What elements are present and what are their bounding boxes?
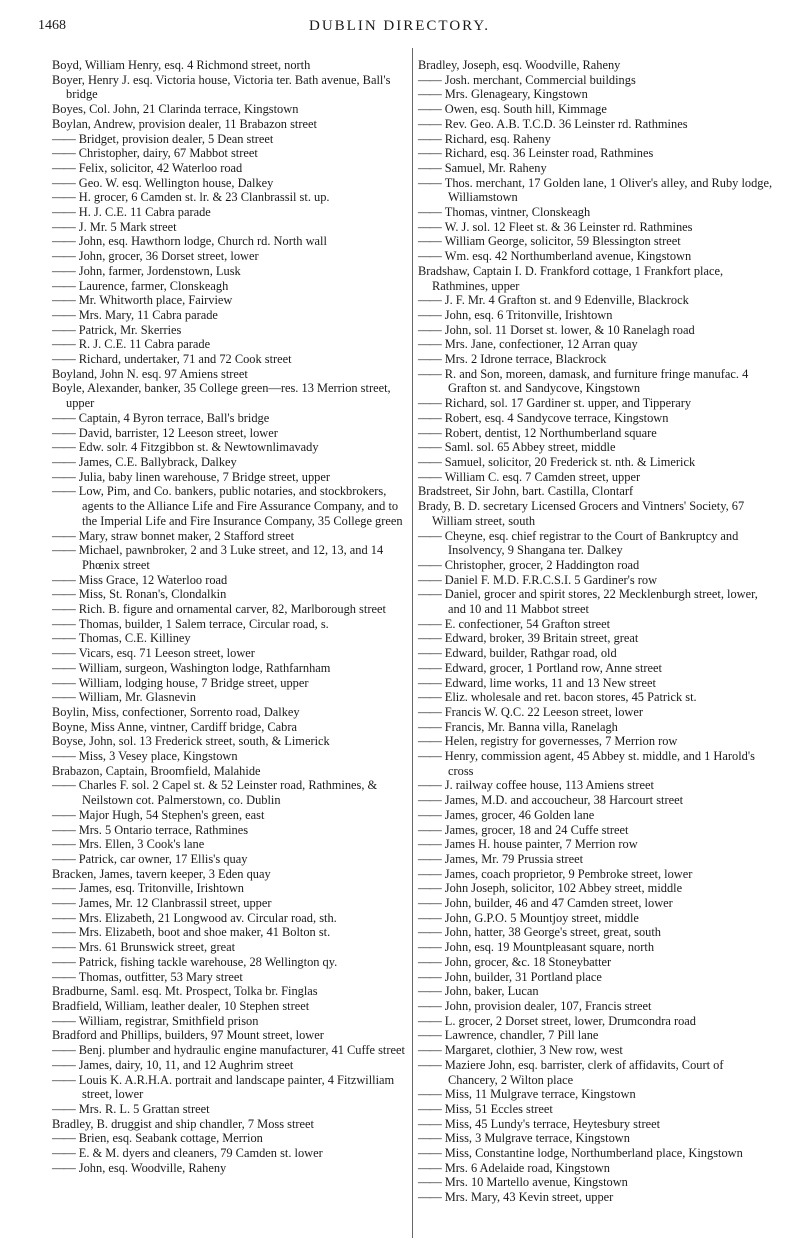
directory-entry bbox=[418, 925, 774, 940]
entry-text: W. J. sol. 12 Fleet st. & 36 Leinster rd. Rathmines bbox=[444, 219, 693, 234]
directory-entry bbox=[418, 705, 774, 720]
directory-entry bbox=[52, 1028, 408, 1043]
entry-text: Wm. esq. 42 Northumberland avenue, Kingstown bbox=[444, 249, 692, 264]
entry-text: Bradfield, William, leather dealer, 10 Stephen street bbox=[52, 999, 310, 1013]
directory-entry bbox=[418, 587, 774, 616]
directory-entry bbox=[52, 1014, 408, 1029]
directory-entry bbox=[52, 661, 408, 676]
directory-entry bbox=[418, 102, 774, 117]
entry-text: James, dairy, 10, 11, and 12 Aughrim street bbox=[78, 1057, 294, 1072]
directory-entry bbox=[418, 617, 774, 632]
entry-text: Thomas, C.E. Killiney bbox=[78, 631, 191, 646]
entry-text: Brady, B. D. secretary Licensed Grocers and Vintners' Society, 67 William street, south bbox=[418, 499, 745, 528]
entry-text: Saml. sol. 65 Abbey street, middle bbox=[444, 440, 616, 455]
directory-entry bbox=[52, 352, 408, 367]
entry-text: Laurence, farmer, Clonskeagh bbox=[78, 278, 229, 293]
directory-entry bbox=[418, 690, 774, 705]
directory-entry bbox=[52, 73, 408, 102]
entry-text: Owen, esq. South hill, Kimmage bbox=[444, 102, 607, 117]
directory-entry bbox=[52, 764, 408, 779]
directory-entry bbox=[418, 249, 774, 264]
directory-entry bbox=[52, 999, 408, 1014]
directory-entry bbox=[52, 573, 408, 588]
entry-text: J. Mr. 5 Mark street bbox=[78, 219, 177, 234]
entry-text: David, barrister, 12 Leeson street, lower bbox=[78, 425, 278, 440]
directory-entry bbox=[418, 1058, 774, 1087]
directory-entry bbox=[52, 308, 408, 323]
entry-text: Major Hugh, 54 Stephen's green, east bbox=[78, 807, 265, 822]
directory-entry bbox=[418, 411, 774, 426]
entry-text: Mrs. Mary, 43 Kevin street, upper bbox=[444, 1190, 614, 1205]
entry-text: Josh. merchant, Commercial buildings bbox=[444, 72, 636, 87]
directory-entry bbox=[52, 529, 408, 544]
directory-entry bbox=[52, 1161, 408, 1176]
entry-text: J. railway coffee house, 113 Amiens street bbox=[444, 778, 654, 793]
directory-entry bbox=[52, 867, 408, 882]
directory-entry bbox=[418, 234, 774, 249]
directory-entry bbox=[52, 808, 408, 823]
directory-entry bbox=[52, 264, 408, 279]
directory-entry bbox=[52, 279, 408, 294]
entry-text: John, G.P.O. 5 Mountjoy street, middle bbox=[444, 910, 639, 925]
entry-text: Mrs. 2 Idrone terrace, Blackrock bbox=[444, 352, 607, 367]
directory-entry bbox=[418, 1117, 774, 1132]
directory-entry bbox=[418, 1043, 774, 1058]
entry-text: E. & M. dyers and cleaners, 79 Camden st. lower bbox=[78, 1146, 323, 1161]
entry-text: Captain, 4 Byron terrace, Ball's bridge bbox=[78, 410, 270, 425]
entry-text: Mary, straw bonnet maker, 2 Stafford street bbox=[78, 528, 295, 543]
directory-entry bbox=[52, 58, 408, 73]
directory-entry bbox=[52, 176, 408, 191]
directory-entry bbox=[418, 293, 774, 308]
entry-text: John Joseph, solicitor, 102 Abbey street, middle bbox=[444, 881, 683, 896]
directory-entry bbox=[52, 146, 408, 161]
entry-text: Bradford and Phillips, builders, 97 Mount street, lower bbox=[52, 1028, 324, 1043]
directory-entry bbox=[418, 970, 774, 985]
directory-entry bbox=[418, 308, 774, 323]
directory-entry bbox=[52, 617, 408, 632]
entry-text: Miss, 51 Eccles street bbox=[444, 1101, 553, 1116]
right-column bbox=[418, 58, 774, 1205]
directory-entry bbox=[52, 587, 408, 602]
entry-text: H. grocer, 6 Camden st. lr. & 23 Clanbrassil st. up. bbox=[78, 190, 330, 205]
directory-entry bbox=[52, 323, 408, 338]
directory-entry bbox=[52, 896, 408, 911]
entry-text: Samuel, solicitor, 20 Frederick st. nth. & Limerick bbox=[444, 454, 696, 469]
entry-text: R. J. C.E. 11 Cabra parade bbox=[78, 337, 211, 352]
entry-text: E. confectioner, 54 Grafton street bbox=[444, 616, 611, 631]
entry-text: Boyer, Henry J. esq. Victoria house, Victoria ter. Bath avenue, Ball's bridge bbox=[52, 72, 391, 102]
entry-text: Patrick, Mr. Skerries bbox=[78, 322, 182, 337]
directory-entry bbox=[418, 352, 774, 367]
entry-text: H. J. C.E. 11 Cabra parade bbox=[78, 205, 211, 220]
entry-text: Boylan, Andrew, provision dealer, 11 Brabazon street bbox=[52, 116, 317, 131]
entry-text: Mrs. 6 Adelaide road, Kingstown bbox=[444, 1160, 610, 1175]
directory-entry bbox=[418, 778, 774, 793]
directory-entry bbox=[418, 573, 774, 588]
directory-entry bbox=[418, 426, 774, 441]
directory-entry bbox=[52, 734, 408, 749]
entry-text: James, Mr. 12 Clanbrassil street, upper bbox=[78, 896, 272, 911]
entry-text: Rev. Geo. A.B. T.C.D. 36 Leinster rd. Rathmines bbox=[444, 116, 688, 131]
directory-entry bbox=[52, 440, 408, 455]
directory-entry bbox=[418, 631, 774, 646]
entry-text: Bradley, Joseph, esq. Woodville, Raheny bbox=[418, 58, 621, 72]
directory-entry bbox=[418, 1146, 774, 1161]
directory-entry bbox=[52, 852, 408, 867]
entry-text: William, registrar, Smithfield prison bbox=[78, 1013, 259, 1028]
entry-text: Miss, Constantine lodge, Northumberland place, Kingstown bbox=[444, 1146, 743, 1161]
directory-entry bbox=[418, 58, 774, 73]
directory-entry bbox=[418, 837, 774, 852]
column-divider bbox=[412, 48, 413, 1238]
entry-text: John, builder, 46 and 47 Camden street, lower bbox=[444, 896, 673, 911]
entry-text: Mrs. R. L. 5 Grattan street bbox=[78, 1101, 210, 1116]
entry-text: Boyland, John N. esq. 97 Amiens street bbox=[52, 366, 248, 381]
entry-text: James, Mr. 79 Prussia street bbox=[444, 851, 584, 866]
directory-entry bbox=[418, 396, 774, 411]
directory-entry bbox=[418, 529, 774, 558]
directory-entry bbox=[418, 176, 774, 205]
entry-text: Patrick, fishing tackle warehouse, 28 Wellington qy. bbox=[78, 954, 338, 969]
directory-entry bbox=[418, 1102, 774, 1117]
entry-text: John, hatter, 38 George's street, great, south bbox=[444, 925, 662, 940]
entry-text: John, builder, 31 Portland place bbox=[444, 969, 602, 984]
entry-text: John, esq. Hawthorn lodge, Church rd. North wall bbox=[78, 234, 327, 249]
directory-entry bbox=[418, 87, 774, 102]
entry-text: John, esq. 6 Tritonville, Irishtown bbox=[444, 307, 613, 322]
directory-entry bbox=[418, 73, 774, 88]
entry-text: Edward, grocer, 1 Portland row, Anne street bbox=[444, 660, 662, 675]
directory-entry bbox=[52, 970, 408, 985]
entry-text: James, C.E. Ballybrack, Dalkey bbox=[78, 454, 237, 469]
entry-text: Geo. W. esq. Wellington house, Dalkey bbox=[78, 175, 274, 190]
entry-text: Bradstreet, Sir John, bart. Castilla, Clontarf bbox=[418, 484, 634, 499]
entry-text: Christopher, dairy, 67 Mabbot street bbox=[78, 146, 258, 161]
entry-text: William, surgeon, Washington lodge, Rathfarnham bbox=[78, 660, 331, 675]
directory-entry bbox=[52, 484, 408, 528]
directory-entry bbox=[418, 1087, 774, 1102]
directory-entry bbox=[52, 955, 408, 970]
entry-text: Miss, 3 Mulgrave terrace, Kingstown bbox=[444, 1131, 630, 1146]
entry-text: James, coach proprietor, 9 Pembroke street, lower bbox=[444, 866, 693, 881]
entry-text: Richard, esq. Raheny bbox=[444, 131, 551, 146]
directory-entry bbox=[52, 940, 408, 955]
directory-entry bbox=[52, 631, 408, 646]
entry-text: William C. esq. 7 Camden street, upper bbox=[444, 469, 641, 484]
left-column bbox=[52, 58, 408, 1175]
entry-text: Boyes, Col. John, 21 Clarinda terrace, Kingstown bbox=[52, 102, 299, 117]
entry-text: Thomas, outfitter, 53 Mary street bbox=[78, 969, 243, 984]
page-number: 1468 bbox=[38, 18, 66, 33]
entry-text: Christopher, grocer, 2 Haddington road bbox=[444, 557, 640, 572]
entry-text: Francis, Mr. Banna villa, Ranelagh bbox=[444, 719, 618, 734]
directory-entry bbox=[418, 1131, 774, 1146]
directory-entry bbox=[52, 823, 408, 838]
entry-text: Edward, builder, Rathgar road, old bbox=[444, 646, 617, 661]
directory-entry bbox=[52, 925, 408, 940]
directory-entry bbox=[418, 337, 774, 352]
directory-entry bbox=[418, 264, 774, 293]
entry-text: Mrs. 61 Brunswick street, great bbox=[78, 940, 236, 955]
entry-text: Miss Grace, 12 Waterloo road bbox=[78, 572, 228, 587]
entry-text: Boyne, Miss Anne, vintner, Cardiff bridge, Cabra bbox=[52, 719, 297, 734]
directory-entry bbox=[52, 102, 408, 117]
directory-entry bbox=[52, 190, 408, 205]
entry-text: William, lodging house, 7 Bridge street, upper bbox=[78, 675, 309, 690]
directory-entry bbox=[52, 1043, 408, 1058]
directory-entry bbox=[52, 1102, 408, 1117]
directory-entry bbox=[52, 337, 408, 352]
entry-text: Patrick, car owner, 17 Ellis's quay bbox=[78, 851, 248, 866]
entry-text: Helen, registry for governesses, 7 Merrion row bbox=[444, 734, 678, 749]
entry-text: Edw. solr. 4 Fitzgibbon st. & Newtownlimavady bbox=[78, 440, 319, 455]
directory-entry bbox=[52, 367, 408, 382]
directory-entry bbox=[418, 896, 774, 911]
directory-entry bbox=[418, 676, 774, 691]
directory-entry bbox=[52, 234, 408, 249]
directory-entry bbox=[52, 646, 408, 661]
entry-text: John, provision dealer, 107, Francis street bbox=[444, 999, 652, 1013]
entry-text: Vicars, esq. 71 Leeson street, lower bbox=[78, 646, 255, 661]
directory-entry bbox=[52, 455, 408, 470]
entry-text: William George, solicitor, 59 Blessington street bbox=[444, 234, 681, 249]
entry-text: John, baker, Lucan bbox=[444, 984, 539, 999]
directory-entry bbox=[52, 249, 408, 264]
directory-entry bbox=[418, 867, 774, 882]
directory-entry bbox=[52, 1146, 408, 1161]
entry-text: James, grocer, 18 and 24 Cuffe street bbox=[444, 822, 629, 837]
directory-entry bbox=[418, 558, 774, 573]
directory-entry bbox=[418, 734, 774, 749]
entry-text: Mrs. Glenageary, Kingstown bbox=[444, 87, 588, 102]
entry-text: Brabazon, Captain, Broomfield, Malahide bbox=[52, 763, 261, 778]
entry-text: Cheyne, esq. chief registrar to the Court of Bankruptcy and Insolvency, 9 Shangana ter. Dalkey bbox=[444, 528, 739, 558]
entry-text: Brien, esq. Seabank cottage, Merrion bbox=[78, 1131, 263, 1146]
directory-entry bbox=[52, 984, 408, 999]
entry-text: Mrs. Elizabeth, 21 Longwood av. Circular road, sth. bbox=[78, 910, 337, 925]
directory-entry bbox=[52, 749, 408, 764]
directory-entry bbox=[52, 720, 408, 735]
directory-entry bbox=[52, 470, 408, 485]
directory-entry bbox=[52, 881, 408, 896]
entry-text: Richard, sol. 17 Gardiner st. upper, and Tipperary bbox=[444, 396, 692, 411]
entry-text: Mrs. 5 Ontario terrace, Rathmines bbox=[78, 822, 249, 837]
entry-text: Bradshaw, Captain I. D. Frankford cottage, 1 Frankfort place, Rathmines, upper bbox=[418, 263, 724, 293]
directory-entry bbox=[52, 602, 408, 617]
directory-entry bbox=[418, 499, 774, 528]
entry-text: Mr. Whitworth place, Fairview bbox=[78, 293, 233, 308]
entry-text: Louis K. A.R.H.A. portrait and landscape painter, 4 Fitzwilliam street, lower bbox=[78, 1072, 395, 1102]
entry-text: Francis W. Q.C. 22 Leeson street, lower bbox=[444, 704, 643, 719]
entry-text: Thomas, vintner, Clonskeagh bbox=[444, 205, 591, 220]
directory-entry bbox=[418, 1014, 774, 1029]
entry-text: Mrs. Elizabeth, boot and shoe maker, 41 Bolton st. bbox=[78, 925, 331, 940]
entry-text: James H. house painter, 7 Merrion row bbox=[444, 837, 638, 852]
entry-text: Michael, pawnbroker, 2 and 3 Luke street, and 12, 13, and 14 Phœnix street bbox=[78, 543, 384, 572]
directory-entry bbox=[418, 720, 774, 735]
entry-text: Bracken, James, tavern keeper, 3 Eden quay bbox=[52, 866, 271, 881]
entry-text: John, sol. 11 Dorset st. lower, & 10 Ranelagh road bbox=[444, 322, 695, 337]
directory-entry bbox=[418, 661, 774, 676]
directory-entry bbox=[418, 367, 774, 396]
directory-entry bbox=[52, 117, 408, 132]
directory-entry bbox=[52, 1131, 408, 1146]
entry-text: Miss, 3 Vesey place, Kingstown bbox=[78, 749, 238, 764]
entry-text: Miss, St. Ronan's, Clondalkin bbox=[78, 587, 227, 602]
directory-entry bbox=[52, 543, 408, 572]
directory-entry bbox=[418, 793, 774, 808]
entry-text: James, M.D. and accoucheur, 38 Harcourt street bbox=[444, 793, 684, 808]
directory-entry bbox=[418, 132, 774, 147]
entry-text: Thomas, builder, 1 Salem terrace, Circular road, s. bbox=[78, 616, 329, 631]
directory-entry bbox=[52, 1058, 408, 1073]
directory-entry bbox=[52, 161, 408, 176]
directory-entry bbox=[52, 411, 408, 426]
directory-entry bbox=[52, 381, 408, 410]
directory-entry bbox=[418, 1028, 774, 1043]
directory-entry bbox=[418, 852, 774, 867]
directory-entry bbox=[418, 808, 774, 823]
entry-text: John, grocer, &c. 18 Stoneybatter bbox=[444, 954, 612, 969]
directory-entry bbox=[418, 1175, 774, 1190]
entry-text: Miss, 45 Lundy's terrace, Heytesbury street bbox=[444, 1116, 661, 1131]
entry-text: L. grocer, 2 Dorset street, lower, Drumcondra road bbox=[444, 1013, 696, 1028]
entry-text: Boyle, Alexander, banker, 35 College green—res. 13 Merrion street, upper bbox=[52, 381, 391, 411]
directory-entry bbox=[52, 293, 408, 308]
entry-text: Edward, lime works, 11 and 13 New street bbox=[444, 675, 656, 690]
entry-text: Henry, commission agent, 45 Abbey st. middle, and 1 Harold's cross bbox=[444, 749, 755, 778]
directory-entry bbox=[52, 690, 408, 705]
entry-text: Low, Pim, and Co. bankers, public notaries, and stockbrokers, agents to the Alliance Life and Fire Assurance Company, and to the Imperial Life and Fire Insurance Company, 35 College green bbox=[78, 484, 403, 528]
entry-text: James, grocer, 46 Golden lane bbox=[444, 807, 595, 822]
directory-entry bbox=[418, 1161, 774, 1176]
entry-text: Julia, baby linen warehouse, 7 Bridge street, upper bbox=[78, 469, 330, 484]
directory-entry bbox=[418, 911, 774, 926]
entry-text: R. and Son, moreen, damask, and furniture fringe manufac. 4 Grafton st. and Sandycove, Kingstown bbox=[444, 366, 749, 396]
directory-entry bbox=[418, 146, 774, 161]
entry-text: Bradburne, Saml. esq. Mt. Prospect, Tolka br. Finglas bbox=[52, 984, 318, 999]
entry-text: Boylin, Miss, confectioner, Sorrento road, Dalkey bbox=[52, 704, 300, 719]
directory-entry bbox=[418, 881, 774, 896]
directory-entry bbox=[418, 999, 774, 1014]
directory-entry bbox=[52, 426, 408, 441]
directory-entry bbox=[52, 676, 408, 691]
entry-text: John, grocer, 36 Dorset street, lower bbox=[78, 249, 259, 264]
entry-text: William, Mr. Glasnevin bbox=[78, 690, 196, 705]
directory-entry bbox=[418, 220, 774, 235]
entry-text: Mrs. Mary, 11 Cabra parade bbox=[78, 307, 218, 322]
entry-text: Thos. merchant, 17 Golden lane, 1 Oliver's alley, and Ruby lodge, Williamstown bbox=[444, 175, 773, 205]
entry-text: Bridget, provision dealer, 5 Dean street bbox=[78, 131, 274, 146]
entry-text: Richard, esq. 36 Leinster road, Rathmines bbox=[444, 146, 654, 161]
directory-entry bbox=[52, 705, 408, 720]
page-header bbox=[38, 18, 761, 40]
directory-entry bbox=[418, 323, 774, 338]
directory-entry bbox=[52, 132, 408, 147]
directory-entry bbox=[52, 778, 408, 807]
directory-entry bbox=[418, 940, 774, 955]
directory-entry bbox=[418, 161, 774, 176]
entry-text: Bradley, B. druggist and ship chandler, 7 Moss street bbox=[52, 1116, 314, 1131]
entry-text: John, esq. 19 Mountpleasant square, north bbox=[444, 940, 655, 955]
directory-entry bbox=[52, 1073, 408, 1102]
directory-entry bbox=[418, 484, 774, 499]
directory-entry bbox=[418, 205, 774, 220]
directory-entry bbox=[418, 823, 774, 838]
entry-text: Maziere John, esq. barrister, clerk of affidavits, Court of Chancery, 2 Wilton place bbox=[444, 1057, 724, 1087]
entry-text: Mrs. 10 Martello avenue, Kingstown bbox=[444, 1175, 628, 1190]
entry-text: Edward, broker, 39 Britain street, great bbox=[444, 631, 639, 646]
entry-text: Rich. B. figure and ornamental carver, 82, Marlborough street bbox=[78, 602, 386, 617]
entry-text: Daniel, grocer and spirit stores, 22 Mecklenburgh street, lower, and 10 and 11 Mabbot street bbox=[444, 587, 758, 617]
entry-text: Miss, 11 Mulgrave terrace, Kingstown bbox=[444, 1087, 636, 1102]
directory-entry bbox=[418, 455, 774, 470]
entry-text: Benj. plumber and hydraulic engine manufacturer, 41 Cuffe street bbox=[78, 1043, 405, 1058]
entry-text: Robert, esq. 4 Sandycove terrace, Kingstown bbox=[444, 410, 669, 425]
directory-entry bbox=[418, 117, 774, 132]
entry-text: John, farmer, Jordenstown, Lusk bbox=[78, 263, 241, 278]
directory-entry bbox=[418, 955, 774, 970]
entry-text: Lawrence, chandler, 7 Pill lane bbox=[444, 1028, 599, 1043]
entry-text: James, esq. Tritonville, Irishtown bbox=[78, 881, 244, 896]
entry-text: Felix, solicitor, 42 Waterloo road bbox=[78, 160, 243, 175]
entry-text: John, esq. Woodville, Raheny bbox=[78, 1160, 227, 1175]
entry-text: J. F. Mr. 4 Grafton st. and 9 Edenville, Blackrock bbox=[444, 293, 689, 308]
directory-entry bbox=[418, 749, 774, 778]
entry-text: Charles F. sol. 2 Capel st. & 52 Leinster road, Rathmines, & Neilstown cot. Palmerstown, co. Dublin bbox=[78, 778, 378, 808]
entry-text: Robert, dentist, 12 Northumberland square bbox=[444, 425, 657, 440]
directory-entry bbox=[418, 646, 774, 661]
entry-text: Mrs. Jane, confectioner, 12 Arran quay bbox=[444, 337, 638, 352]
entry-text: Daniel F. M.D. F.R.C.S.I. 5 Gardiner's row bbox=[444, 572, 658, 587]
directory-entry bbox=[418, 1190, 774, 1205]
entry-text: Margaret, clothier, 3 New row, west bbox=[444, 1043, 623, 1058]
page-title: DUBLIN DIRECTORY. bbox=[309, 18, 490, 34]
directory-entry bbox=[418, 470, 774, 485]
entry-text: Boyse, John, sol. 13 Frederick street, south, & Limerick bbox=[52, 734, 330, 749]
directory-entry bbox=[52, 205, 408, 220]
directory-entry bbox=[52, 911, 408, 926]
directory-entry bbox=[52, 220, 408, 235]
directory-entry bbox=[52, 1117, 408, 1132]
entry-text: Eliz. wholesale and ret. bacon stores, 45 Patrick st. bbox=[444, 690, 697, 705]
entry-text: Boyd, William Henry, esq. 4 Richmond street, north bbox=[52, 58, 311, 72]
entry-text: Mrs. Ellen, 3 Cook's lane bbox=[78, 837, 205, 852]
directory-entry bbox=[52, 837, 408, 852]
directory-entry bbox=[418, 440, 774, 455]
directory-entry bbox=[418, 984, 774, 999]
entry-text: Samuel, Mr. Raheny bbox=[444, 160, 547, 175]
entry-text: Richard, undertaker, 71 and 72 Cook street bbox=[78, 352, 292, 367]
